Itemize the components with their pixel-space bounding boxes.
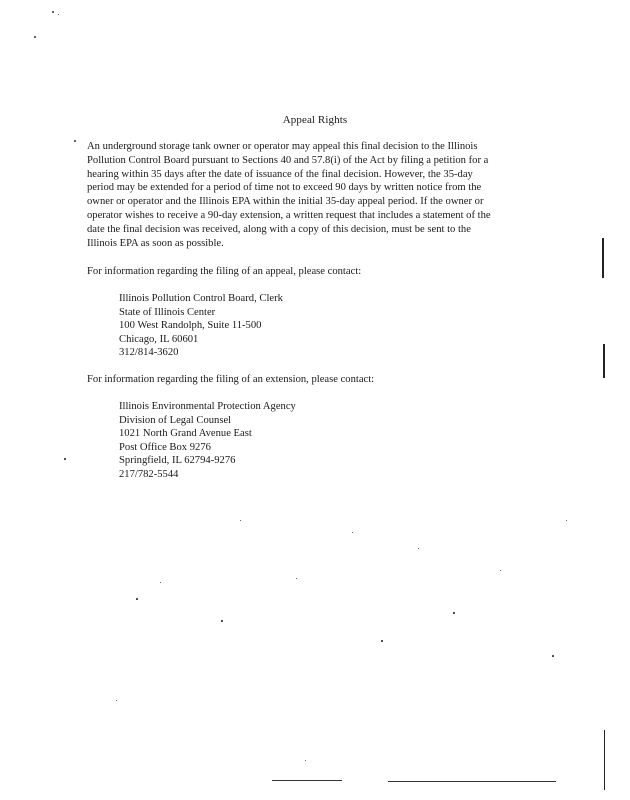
scan-speck bbox=[160, 582, 161, 583]
address-line: Springfield, IL 62794-9276 bbox=[119, 455, 236, 467]
paragraph-line: owner or operator and the Illinois EPA within the initial 35-day appeal period. If the owner or bbox=[87, 196, 484, 208]
scan-speck bbox=[136, 598, 138, 600]
appeal-contact-address bbox=[119, 292, 283, 360]
scan-edge-mark bbox=[602, 238, 604, 278]
address-line: 1021 North Grand Avenue East bbox=[119, 428, 252, 440]
scan-speck bbox=[453, 612, 455, 614]
address-line: Post Office Box 9276 bbox=[119, 441, 211, 453]
scan-speck bbox=[221, 620, 223, 622]
scan-speck bbox=[52, 11, 54, 13]
paragraph-line: Illinois EPA as soon as possible. bbox=[87, 237, 224, 249]
scan-speck bbox=[381, 640, 383, 642]
appeal-contact-intro: For information regarding the filing of an appeal, please contact: bbox=[87, 266, 362, 277]
scan-speck bbox=[296, 578, 297, 579]
extension-contact-intro: For information regarding the filing of an extension, please contact: bbox=[87, 374, 375, 385]
address-line: 312/814-3620 bbox=[119, 347, 179, 359]
scan-speck bbox=[74, 140, 76, 142]
address-line: 100 West Randolph, Suite 11-500 bbox=[119, 320, 262, 332]
address-line: 217/782-5544 bbox=[119, 468, 179, 480]
scan-speck bbox=[418, 548, 419, 549]
paragraph-line: Pollution Control Board pursuant to Sections 40 and 57.8(i) of the Act by filing a petition for a bbox=[87, 154, 489, 166]
address-line: Illinois Environmental Protection Agency bbox=[119, 401, 296, 412]
scan-speck bbox=[240, 520, 241, 521]
scan-speck bbox=[566, 520, 567, 521]
appeal-rights-paragraph bbox=[87, 140, 527, 250]
document-title: Appeal Rights bbox=[282, 114, 348, 126]
paragraph-line: An underground storage tank owner or operator may appeal this final decision to the Illinois bbox=[87, 141, 478, 152]
address-line: Illinois Pollution Control Board, Clerk bbox=[119, 293, 283, 304]
paragraph-line: period may be extended for a period of time not to exceed 90 days by written notice from the bbox=[87, 182, 482, 194]
scan-speck bbox=[64, 458, 66, 460]
scan-edge-mark bbox=[604, 730, 605, 790]
scan-speck bbox=[58, 14, 59, 15]
scan-speck bbox=[34, 36, 36, 38]
paragraph-line: date the final decision was received, along with a copy of this decision, must be sent to the bbox=[87, 223, 471, 235]
scan-speck bbox=[352, 532, 353, 533]
scan-speck bbox=[552, 655, 554, 657]
address-line: State of Illinois Center bbox=[119, 306, 216, 318]
extension-contact-address bbox=[119, 400, 296, 482]
paragraph-line: operator wishes to receive a 90-day extension, a written request that includes a statement of the bbox=[87, 209, 491, 221]
address-line: Division of Legal Counsel bbox=[119, 414, 232, 426]
paragraph-line: hearing within 35 days after the date of issuance of the final decision. However, the 35-day bbox=[87, 168, 473, 180]
address-line: Chicago, IL 60601 bbox=[119, 333, 199, 345]
scan-speck bbox=[500, 570, 501, 571]
scan-bottom-line bbox=[388, 781, 556, 782]
scan-edge-mark bbox=[603, 344, 605, 378]
scan-speck bbox=[305, 760, 306, 761]
scan-speck bbox=[116, 700, 117, 701]
scan-bottom-line bbox=[272, 780, 342, 781]
